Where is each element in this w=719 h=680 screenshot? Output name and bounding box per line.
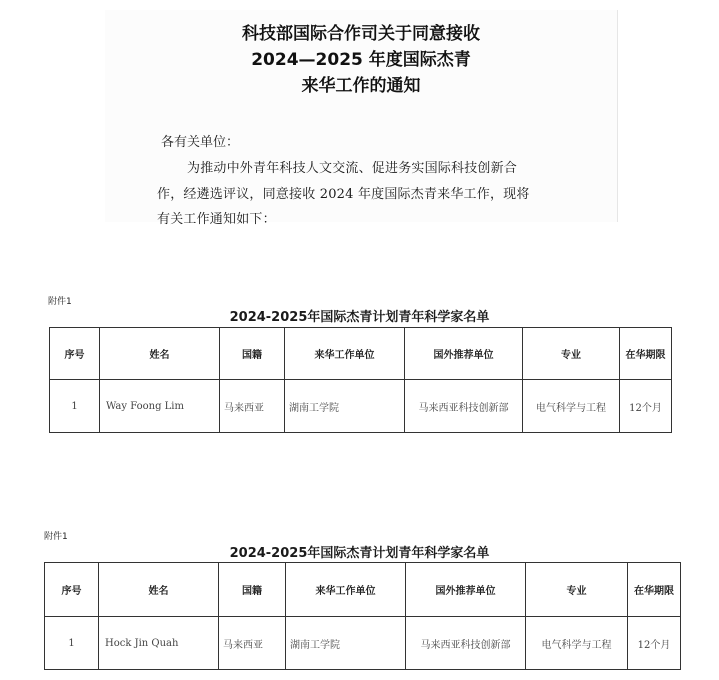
list-title: 2024-2025年国际杰青计划青年科学家名单 — [229, 310, 490, 325]
cell-nationality: 马来西亚 — [219, 617, 286, 670]
header-nationality: 国籍 — [220, 328, 285, 380]
header-nationality: 国籍 — [219, 563, 286, 617]
cell-name: Hock Jin Quah — [99, 617, 219, 670]
cell-recommending-unit: 马来西亚科技创新部 — [405, 380, 523, 433]
list-title: 2024-2025年国际杰青计划青年科学家名单 — [229, 546, 490, 561]
scientist-table — [44, 562, 681, 670]
notice-body-line-2: 作，经遴选评议，同意接收 2024 年度国际杰青来华工作，现将 — [157, 187, 530, 202]
notice-excerpt — [105, 10, 618, 227]
header-index: 序号 — [50, 328, 100, 380]
header-duration: 在华期限 — [620, 328, 672, 380]
header-index: 序号 — [45, 563, 99, 617]
cell-index: 1 — [50, 380, 100, 433]
cell-duration: 12个月 — [628, 617, 681, 670]
cell-host-unit: 湖南工学院 — [285, 380, 405, 433]
cell-major: 电气科学与工程 — [526, 617, 628, 670]
notice-title-line-1: 科技部国际合作司关于同意接收 — [242, 24, 480, 44]
cell-nationality: 马来西亚 — [220, 380, 285, 433]
table-header-row — [45, 563, 681, 617]
notice-title-line-3: 来华工作的通知 — [301, 76, 421, 96]
cell-index: 1 — [45, 617, 99, 670]
cell-recommending-unit: 马来西亚科技创新部 — [406, 617, 526, 670]
header-major: 专业 — [526, 563, 628, 617]
table-row — [45, 617, 681, 670]
header-recommending-unit: 国外推荐单位 — [405, 328, 523, 380]
header-host-unit: 来华工作单位 — [286, 563, 406, 617]
cell-name: Way Foong Lim — [100, 380, 220, 433]
notice-greeting: 各有关单位： — [161, 135, 240, 150]
header-name: 姓名 — [100, 328, 220, 380]
table-row — [50, 380, 672, 433]
cell-duration: 12个月 — [620, 380, 672, 433]
cell-host-unit: 湖南工学院 — [286, 617, 406, 670]
table-header-row — [50, 328, 672, 380]
header-duration: 在华期限 — [628, 563, 681, 617]
attachment-label: 附件1 — [48, 297, 72, 307]
header-major: 专业 — [523, 328, 620, 380]
cell-major: 电气科学与工程 — [523, 380, 620, 433]
scientist-table — [49, 327, 672, 433]
notice-title-line-2: 2024—2025 年度国际杰青 — [251, 50, 471, 70]
header-host-unit: 来华工作单位 — [285, 328, 405, 380]
notice-body-line-1: 为推动中外青年科技人文交流、促进务实国际科技创新合 — [187, 161, 518, 176]
notice-body-line-3: 有关工作通知如下： — [157, 212, 276, 227]
header-name: 姓名 — [99, 563, 219, 617]
attachment-label: 附件1 — [44, 532, 68, 542]
header-recommending-unit: 国外推荐单位 — [406, 563, 526, 617]
